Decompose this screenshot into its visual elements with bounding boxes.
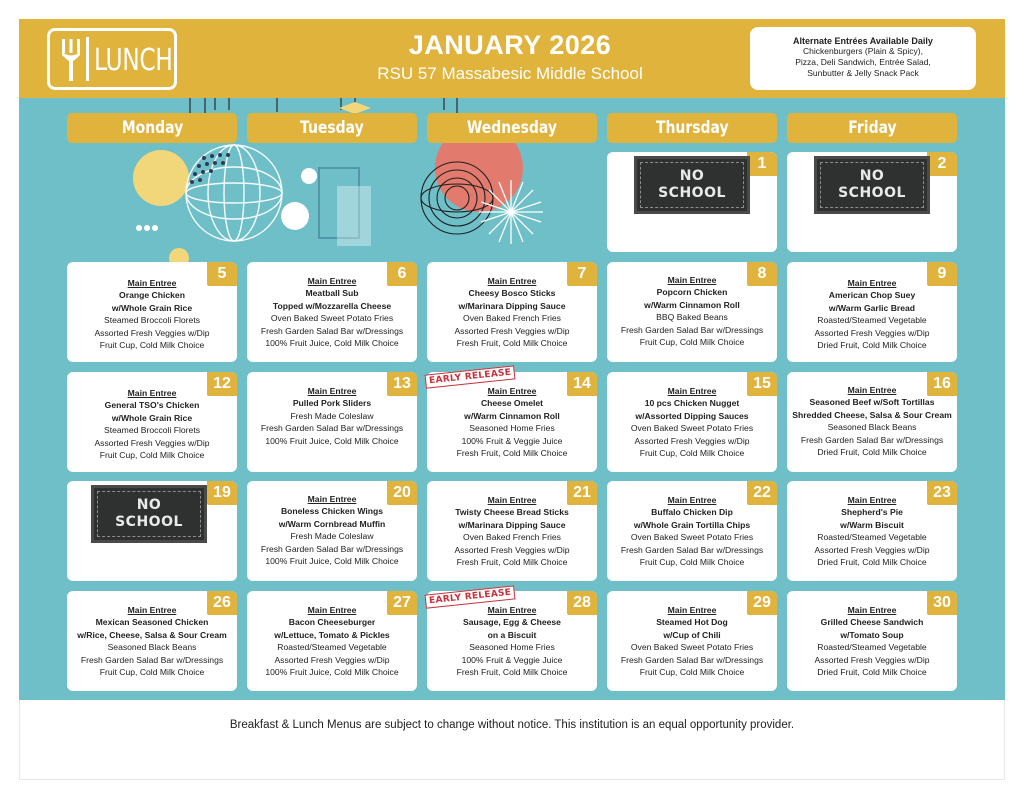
day-cell-12 — [67, 372, 237, 472]
day-cell-29 — [607, 591, 777, 691]
day-cell-14 — [427, 372, 597, 472]
day-cell-13 — [247, 372, 417, 472]
alternates-title: Alternate Entrées Available Daily — [793, 36, 933, 46]
date-number: 29 — [747, 591, 777, 615]
menu-list: Main Entree American Chop Suey w/Warm Garlic Bread Roasted/Steamed Vegetable Assorted Fresh Veggies w/Dip Dried Fruit, Cold Milk Choice — [814, 278, 930, 351]
date-number: 20 — [387, 481, 417, 505]
fork-icon — [60, 39, 82, 81]
day-cell-6 — [247, 262, 417, 362]
date-number: 1 — [747, 152, 777, 176]
school-name: RSU 57 Massabesic Middle School — [377, 64, 643, 83]
date-number: 8 — [747, 262, 777, 286]
date-number: 5 — [207, 262, 237, 286]
day-cell-21 — [427, 481, 597, 581]
date-number: 21 — [567, 481, 597, 505]
title-block — [330, 30, 690, 84]
menu-list: Main Entree Pulled Pork Sliders Fresh Made Coleslaw Fresh Garden Salad Bar w/Dressings 100% Fruit Juice, Cold Milk Choice — [260, 386, 404, 446]
day-cell-16 — [787, 372, 957, 472]
menu-list: Main Entree 10 pcs Chicken Nugget w/Assorted Dipping Sauces Oven Baked Sweet Potato Fries Assorted Fresh Veggies w/Dip Fruit Cup, Cold Milk Choice — [630, 386, 754, 459]
alternates-box — [750, 27, 976, 90]
alternates-line: Sunbutter & Jelly Snack Pack — [807, 68, 919, 78]
day-cell-7 — [427, 262, 597, 362]
footer-disclaimer: Breakfast & Lunch Menus are subject to change without notice. This institution is an equal opportunity provider. — [229, 719, 795, 731]
day-header-friday: Friday — [787, 113, 957, 143]
day-cell-23 — [787, 481, 957, 581]
date-number: 23 — [927, 481, 957, 505]
menu-list: Main Entree Meatball Sub Topped w/Mozzarella Cheese Oven Baked Sweet Potato Fries Fresh Garden Salad Bar w/Dressings 100% Fruit Juice, Cold Milk Choice — [260, 276, 404, 349]
menu-list: Main Entree Grilled Cheese Sandwich w/Tomato Soup Roasted/Steamed Vegetable Assorted Fresh Veggies w/Dip Dried Fruit, Cold Milk Choice — [814, 605, 930, 678]
day-cell-26 — [67, 591, 237, 691]
day-cell-27 — [247, 591, 417, 691]
day-cell-5 — [67, 262, 237, 362]
menu-list: Main Entree General TSO's Chicken w/Whole Grain Rice Steamed Broccoli Florets Assorted Fresh Veggies w/Dip Fruit Cup, Cold Milk Choice — [94, 388, 210, 461]
menu-list: Main Entree Buffalo Chicken Dip w/Whole Grain Tortilla Chips Oven Baked Sweet Potato Fries Fresh Garden Salad Bar w/Dressings Fruit Cup, Cold Milk Choice — [620, 495, 764, 568]
menu-list: Main Entree Bacon Cheeseburger w/Lettuce, Tomato & Pickles Roasted/Steamed Vegetable Assorted Fresh Veggies w/Dip 100% Fruit Juice, Cold Milk Choice — [265, 605, 399, 678]
date-number: 28 — [567, 591, 597, 615]
lunch-logo — [47, 28, 177, 90]
date-number: 7 — [567, 262, 597, 286]
alternates-line: Pizza, Deli Sandwich, Entrée Salad, — [795, 57, 931, 67]
no-school-sign: NO SCHOOL — [814, 156, 930, 214]
day-header-tuesday: Tuesday — [247, 113, 417, 143]
day-cell-30 — [787, 591, 957, 691]
menu-list: Main Entree Seasoned Beef w/Soft Tortillas Shredded Cheese, Salsa & Sour Cream Seasoned Black Beans Fresh Garden Salad Bar w/Dressings Dried Fruit, Cold Milk Choice — [792, 385, 952, 458]
date-number: 2 — [927, 152, 957, 176]
date-number: 27 — [387, 591, 417, 615]
no-school-sign: NO SCHOOL — [91, 485, 207, 543]
day-cell-8 — [607, 262, 777, 362]
day-header-wednesday: Wednesday — [427, 113, 597, 143]
menu-list: Main Entree Orange Chicken w/Whole Grain Rice Steamed Broccoli Florets Assorted Fresh Veggies w/Dip Fruit Cup, Cold Milk Choice — [94, 278, 210, 351]
menu-list: Main Entree Shepherd's Pie w/Warm Biscuit Roasted/Steamed Vegetable Assorted Fresh Veggies w/Dip Dried Fruit, Cold Milk Choice — [814, 495, 930, 568]
menu-list: Main Entree Cheese Omelet w/Warm Cinnamon Roll Seasoned Home Fries 100% Fruit & Veggie Juice Fresh Fruit, Cold Milk Choice — [456, 386, 568, 459]
page-title: JANUARY 2026 — [408, 30, 612, 60]
day-cell-20 — [247, 481, 417, 581]
day-header-thursday: Thursday — [607, 113, 777, 143]
date-number: 16 — [927, 372, 957, 396]
day-cell-1 — [607, 152, 777, 252]
date-number: 12 — [207, 372, 237, 396]
date-number: 6 — [387, 262, 417, 286]
date-number: 13 — [387, 372, 417, 396]
date-number: 14 — [567, 372, 597, 396]
day-header-monday: Monday — [67, 113, 237, 143]
early-release-stamp: EARLY RELEASE — [425, 585, 516, 608]
date-number: 9 — [927, 262, 957, 286]
date-number: 15 — [747, 372, 777, 396]
menu-list: Main Entree Sausage, Egg & Cheese on a Biscuit Seasoned Home Fries 100% Fruit & Veggie Juice Fresh Fruit, Cold Milk Choice — [456, 605, 568, 678]
menu-list: Main Entree Mexican Seasoned Chicken w/Rice, Cheese, Salsa & Sour Cream Seasoned Black Beans Fresh Garden Salad Bar w/Dressings Fruit Cup, Cold Milk Choice — [77, 605, 227, 678]
menu-list: Main Entree Boneless Chicken Wings w/Warm Cornbread Muffin Fresh Made Coleslaw Fresh Garden Salad Bar w/Dressings 100% Fruit Juice, Cold Milk Choice — [260, 494, 404, 567]
early-release-stamp: EARLY RELEASE — [425, 365, 516, 388]
menu-list: Main Entree Popcorn Chicken w/Warm Cinnamon Roll BBQ Baked Beans Fresh Garden Salad Bar w/Dressings Fruit Cup, Cold Milk Choice — [620, 275, 764, 348]
no-school-sign: NO SCHOOL — [634, 156, 750, 214]
day-cell-22 — [607, 481, 777, 581]
alternates-line: Chickenburgers (Plain & Spicy), — [803, 46, 923, 56]
menu-list: Main Entree Steamed Hot Dog w/Cup of Chili Oven Baked Sweet Potato Fries Fresh Garden Salad Bar w/Dressings Fruit Cup, Cold Milk Choice — [620, 605, 764, 678]
logo-divider — [86, 37, 89, 81]
day-cell-28 — [427, 591, 597, 691]
day-cell-2 — [787, 152, 957, 252]
date-number: 19 — [207, 481, 237, 505]
day-cell-15 — [607, 372, 777, 472]
logo-text: LUNCH — [94, 43, 173, 78]
menu-list: Main Entree Cheesy Bosco Sticks w/Marinara Dipping Sauce Oven Baked French Fries Assorted Fresh Veggies w/Dip Fresh Fruit, Cold Milk Choice — [454, 276, 570, 349]
day-cell-9 — [787, 262, 957, 362]
date-number: 26 — [207, 591, 237, 615]
date-number: 30 — [927, 591, 957, 615]
day-cell-19 — [67, 481, 237, 581]
menu-list: Main Entree Twisty Cheese Bread Sticks w/Marinara Dipping Sauce Oven Baked French Fries Assorted Fresh Veggies w/Dip Fresh Fruit, Cold Milk Choice — [454, 495, 570, 568]
date-number: 22 — [747, 481, 777, 505]
